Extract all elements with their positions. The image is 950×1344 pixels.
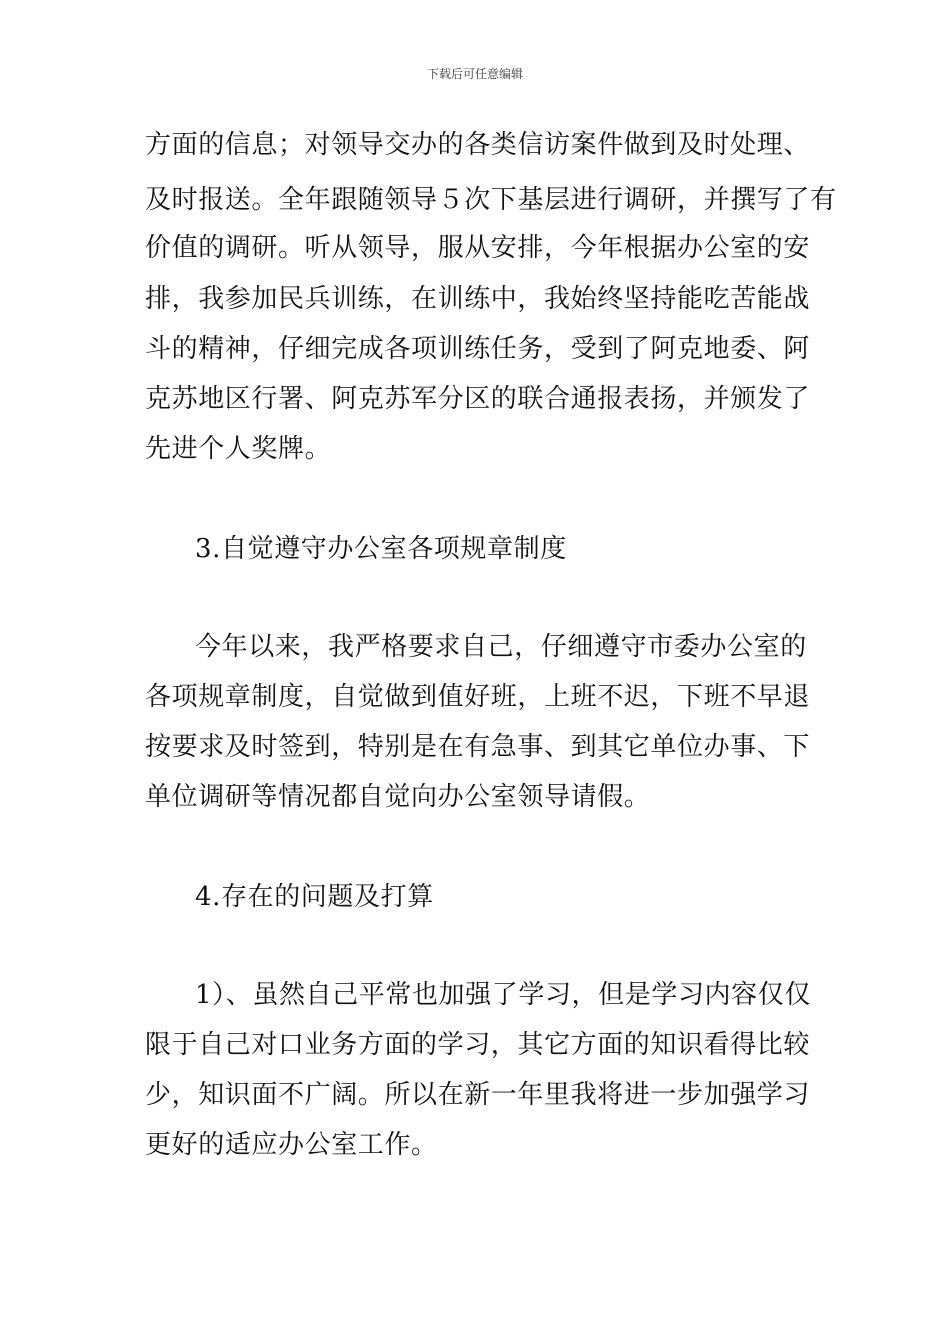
- paragraph-line: 排，我参加民兵训练，在训练中，我始终坚持能吃苦能战: [145, 284, 811, 314]
- paragraph-line: 今年以来，我严格要求自己，仔细遵守市委办公室的: [195, 632, 807, 662]
- section-heading: 4.存在的问题及打算: [195, 882, 434, 912]
- paragraph-line: 先进个人奖牌。: [145, 434, 332, 464]
- paragraph-line: 1）、虽然自己平常也加强了学习，但是学习内容仅仅: [195, 980, 811, 1010]
- paragraph-line: 各项规章制度，自觉做到值好班，上班不迟，下班不早退: [145, 682, 811, 712]
- paragraph-line: 克苏地区行署、阿克苏军分区的联合通报表扬，并颁发了: [145, 384, 811, 414]
- page-header: 下载后可任意编辑: [426, 67, 523, 81]
- paragraph-line: 限于自己对口业务方面的学习，其它方面的知识看得比较: [145, 1030, 811, 1060]
- section-heading: 3.自觉遵守办公室各项规章制度: [195, 534, 567, 564]
- paragraph-line: 价值的调研。听从领导，服从安排，今年根据办公室的安: [145, 233, 811, 263]
- paragraph-line: 方面的信息；对领导交办的各类信访案件做到及时处理、: [145, 130, 811, 160]
- paragraph-line: 按要求及时签到，特别是在有急事、到其它单位办事、下: [145, 732, 811, 762]
- paragraph-line: 单位调研等情况都自觉向办公室领导请假。: [145, 782, 651, 812]
- paragraph-line: 少，知识面不广阔。所以在新一年里我将进一步加强学习: [145, 1080, 811, 1110]
- paragraph-line: 更好的适应办公室工作。: [145, 1130, 438, 1160]
- paragraph-line: 斗的精神，仔细完成各项训练任务，受到了阿克地委、阿: [145, 334, 811, 364]
- paragraph-line: 及时报送。全年跟随领导５次下基层进行调研，并撰写了有: [145, 185, 837, 215]
